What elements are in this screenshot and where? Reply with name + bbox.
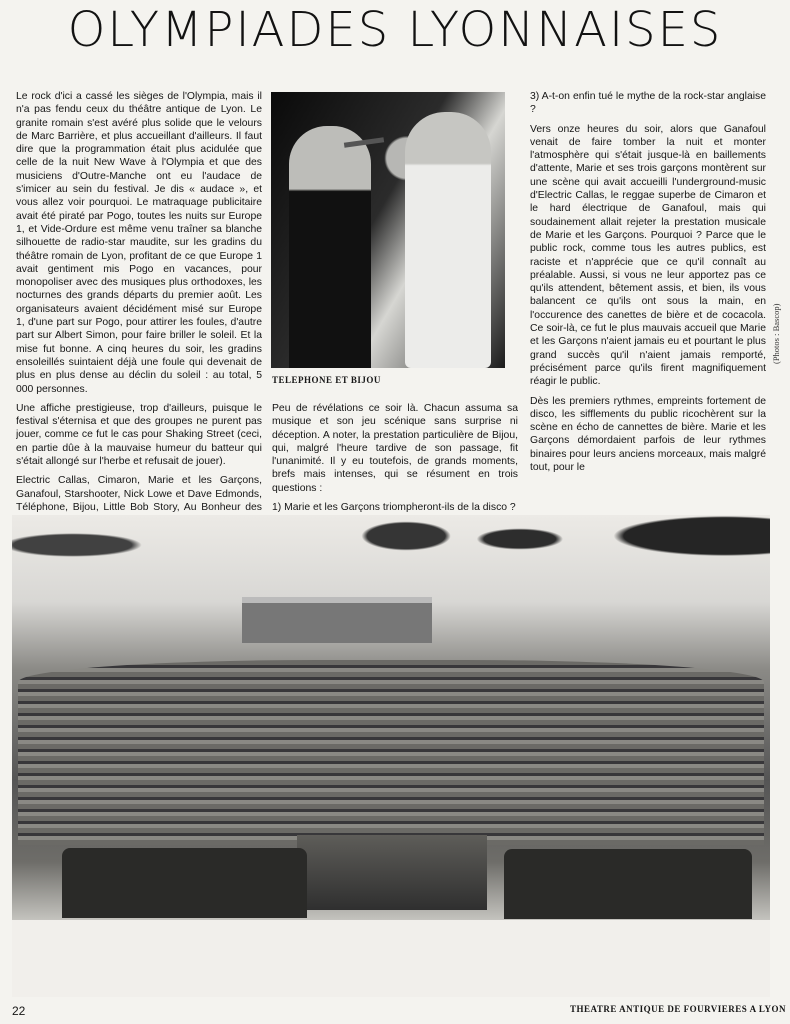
bottom-photo-caption: THEATRE ANTIQUE DE FOURVIERES A LYON bbox=[570, 1004, 786, 1014]
amphitheatre-tiers bbox=[18, 660, 764, 845]
hedge-left bbox=[62, 848, 307, 918]
paragraph: 1) Marie et les Garçons triompheront-ils de la disco ? bbox=[272, 502, 516, 514]
building bbox=[242, 597, 432, 643]
musician-figure-right bbox=[405, 112, 491, 368]
page-title: OLYMPIADES LYONNAISES bbox=[67, 2, 723, 58]
page-number: 22 bbox=[12, 1004, 26, 1018]
top-photo-caption: TELEPHONE ET BIJOU bbox=[272, 375, 381, 385]
stage bbox=[297, 835, 487, 910]
musician-figure-left bbox=[289, 126, 371, 368]
hedge-right bbox=[504, 849, 752, 919]
photo-theatre-antique bbox=[12, 515, 770, 997]
photo-telephone-bijou bbox=[271, 92, 505, 368]
paragraph: Peu de révélations ce soir là. Chacun assuma sa musique et son jeu scénique sans surprise ni déception. A noter, la prestation particulière de Bijou, qui, malgré l'heure tardive de son passage, fit l'unanimité. Il y eu toutefois, de grands moments, brefs mais intenses, qui se résument en trois questions : bbox=[272, 403, 518, 494]
paragraph: Electric Callas, Cimaron, Marie et les Garçons, Ganafoul, Starshooter, Nick Lowe et Dave Edmonds, Téléphone, Bijou, Little Bob Story, Au Bonheur des bbox=[16, 475, 262, 513]
paragraph: 3) A-t-on enfin tué le mythe de la rock-star anglaise ? bbox=[530, 91, 766, 116]
orchestra-floor bbox=[12, 920, 770, 997]
article-column-1 bbox=[16, 90, 262, 552]
paragraph: Le rock d'ici a cassé les sièges de l'Olympia, mais il n'a pas fendu ceux du théâtre antique de Lyon. Le granite romain s'est avéré plus solide que le velours de Marc Barrière, et plus accueillant d'ailleurs. Il faut dire que la programmation était plus acidulée que celle de la nuit New Wave à l'Olympia et que des musiciens d'Outre-Manche ont eu l'audace de s'imicer au sein du festival. Je dis « audace », et vous allez voir pourquoi. Le matraquage publicitaire avait été piraté par Pogo, toutes les nuits sur Europe 1, et Vide-Ordure est même venu traîner sa blanche silhouette de radio-star maudite, sur les gradins du théâtre romain de Lyon, profitant de ce que Europe 1 avait gentiment mis Pogo en vacances, pour monopoliser avec des musiques plus orthodoxes, les nocturnes des grands départs du premier août. Les organisateurs avaient décidément misé sur Europe 1, d'une part sur Pogo, pour attirer les foules, d'autre part sur Albert Simon, pour faire briller le soleil. Et la mise fut bonne. A cinq heures du soir, les gradins ensoleillés suintaient déjà une foule qui devenait de plus en plus dense au déclin du soleil : au total, 5 000 personnes. bbox=[16, 91, 262, 395]
photo-credit: (Photos : Bascop) bbox=[771, 303, 781, 364]
paragraph: Dès les premiers rythmes, empreints fortement de disco, les sifflements du public ricochèrent sur la scène en écho de cannettes de bière. Marie et les Garçons démordaient parfois de leur rythmes binaires pour leurs anciens morceaux, mais malgré tout, pour le bbox=[530, 395, 766, 472]
article-column-3 bbox=[530, 90, 766, 472]
paragraph: Vers onze heures du soir, alors que Ganafoul venait de faire tomber la nuit et monter l'atmosphère qui s'était jusque-là en baillements d'attente, Marie et ses trois garçons montèrent sur une scène qui avait accueilli l'underground-music d'Electric Callas, le reggae superbe de Cimaron et le hard électrique de Ganafoul, mais qui soudainement allait rejeter la prestation musicale de Marie et les Garçons. Pourquoi ? Parce que le public rock, comme tous les autres publics, est raciste et n'apprécie que ce qu'il connaît au préalable. Aussi, si vous ne leur apportez pas ce qu'ils attendent, bêtement assis, et bien, ils vous balancent ce qu'ils ont sous la main, en l'occurence des canettes de bière et de cocacola. Ce soir-là, ce fut le plus mauvais accueil que Marie et les Garçons n'aient jamais eu et pourtant le plus grand succès qu'il n'aient jamais remporté, précisément parce qu'ils firent magnifiquement réagir le public. bbox=[530, 123, 766, 388]
paragraph: Une affiche prestigieuse, trop d'ailleurs, puisque le festival s'éternisa et que des groupes ne purent pas jouer, comme ce fut le cas pour Shaking Street (ceci, en partie dûe à la mauvaise humeur du batteur qui s'était allongé sur l'herbe et refusait de jouer). bbox=[16, 402, 262, 468]
